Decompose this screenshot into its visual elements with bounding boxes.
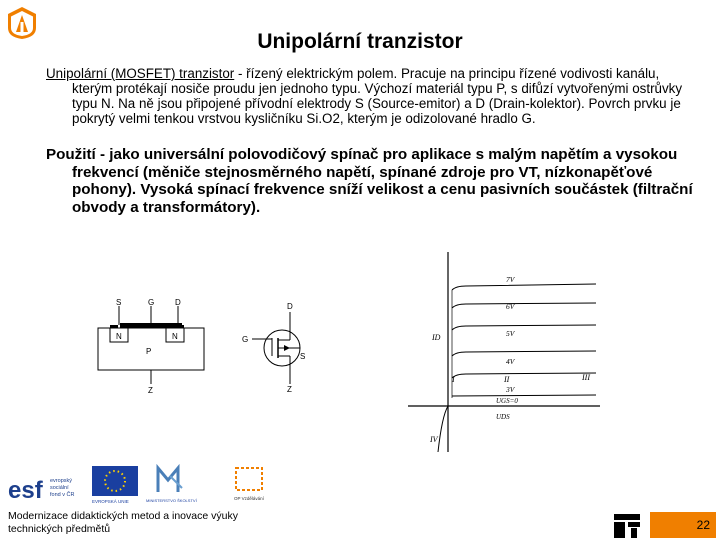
esf-logo [8,466,78,504]
annotation-uds: UDS [496,413,510,421]
page-number-box [650,512,716,538]
partner-logos [8,462,278,506]
paragraph-definition [46,66,702,126]
curve-label-5v: 5V [506,329,515,338]
label-g: G [148,298,155,307]
paragraph-usage: Použití - jako universální polovodičový spínač pro aplikace s malým napětím a vysokou frekvencí (měniče stejnosměrného napětí, spínané zdroje pro VT, nízkonapěťové pohony). Vysoká spínací frekvence sníží velikost a cenu pasivních součástek (filtrační obvody a transformátory). [46,146,693,216]
svg-text:esf: esf [8,477,43,504]
label-z: Z [287,385,292,394]
svg-text:fond v ČR: fond v ČR [50,492,75,498]
output-characteristic-graph [400,246,605,456]
curve-label-6v: 6V [506,302,515,311]
label-n-left: N [116,332,122,341]
curve-label-4v: 4V [506,357,515,366]
label-s: S [300,352,306,361]
region-label-ii: II [504,375,510,384]
op-vzdelavani-logo [234,468,265,501]
region-label-iv: IV [430,435,438,444]
label-p: P [146,347,152,356]
paragraph-body: - řízený elektrickým polem. Pracuje na principu řízené vodivosti kanálu, kterým protékají nosiče proudu jen jednoho typu. Výchozí materiál typu P, s difůzí vytvořenými ostrůvky typu N. Na ně jsou připojené přívodní elektrody S (Source-emitor) a D (Drain-kolektor). Povrch prvku je pokrytý velmi tenkou vrstvou kysličníku Si.O2, kterým je odizolované hradlo G. [72,66,683,126]
mosfet-structure-diagram [96,296,206,396]
label-d: D [287,302,293,311]
label-g: G [242,335,249,344]
annotation-ugs: UGS=0 [496,397,518,405]
svg-text:EVROPSKÁ UNIE: EVROPSKÁ UNIE [92,499,129,504]
region-label-iii: III [582,373,590,382]
label-s: S [116,298,122,307]
paragraph-lead: Unipolární (MOSFET) tranzistor [46,66,235,81]
svg-text:evropský: evropský [50,478,73,484]
svg-text:OP Vzdělávání: OP Vzdělávání [234,496,264,501]
label-z: Z [148,386,153,395]
eu-flag-logo [92,466,138,504]
curve-label-7v: 7V [506,275,515,284]
y-axis-label: ID [432,333,441,342]
svg-text:sociální: sociální [50,485,69,491]
label-d: D [175,298,181,307]
curve-label-3v: 3V [506,385,515,394]
mosfet-symbol [238,298,318,394]
institution-icon [614,514,640,538]
svg-text:MINISTERSTVO ŠKOLSTVÍ: MINISTERSTVO ŠKOLSTVÍ [146,498,197,503]
page-number: 22 [696,518,710,532]
label-n-right: N [172,332,178,341]
page-title: Unipolární tranzistor [257,30,463,53]
region-label-i: I [452,375,455,384]
footer-text: Modernizace didaktických metod a inovace výuky technických předmětů [8,510,238,535]
msmt-logo [146,468,198,503]
